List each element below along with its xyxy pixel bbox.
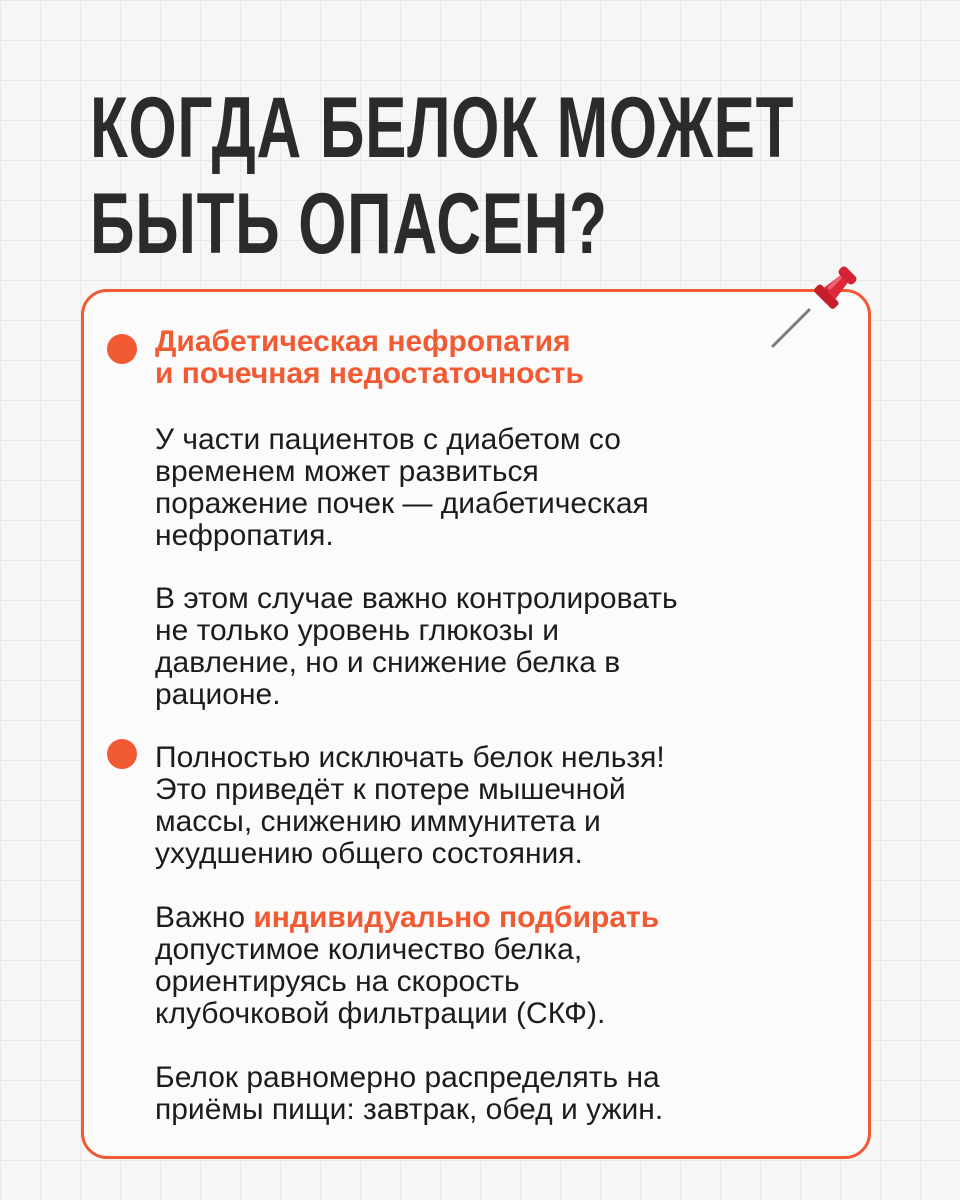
paragraph-4 [155, 902, 855, 1030]
section-heading: Диабетическая нефропатия и почечная недостаточность [155, 325, 584, 390]
paragraph-4-accent: индивидуально подбирать [253, 901, 660, 934]
title-line-1: КОГДА БЕЛОК МОЖЕТ [90, 80, 795, 176]
bullet-dot-icon [107, 334, 137, 364]
title-line-2: БЫТЬ ОПАСЕН? [90, 176, 608, 272]
paragraph-2: В этом случае важно контролировать не только уровень глюкозы и давление, но и снижение белка в рационе. [155, 582, 678, 711]
paragraph-1: У части пациентов с диабетом со временем может развиться поражение почек — диабетическая нефропатия. [155, 423, 649, 552]
page-title [90, 80, 795, 272]
paragraph-3: Полностью исключать белок нельзя! Это приведёт к потере мышечной массы, снижению иммунитета и ухудшению общего состояния. [155, 741, 665, 870]
bullet-dot-icon [107, 739, 137, 769]
paragraph-4-rest: допустимое количество белка, ориентируясь на скорость клубочковой фильтрации (СКФ). [155, 933, 606, 1030]
paragraph-5: Белок равномерно распределять на приёмы пищи: завтрак, обед и ужин. [155, 1061, 664, 1126]
paragraph-4-prefix: Важно [155, 901, 254, 934]
